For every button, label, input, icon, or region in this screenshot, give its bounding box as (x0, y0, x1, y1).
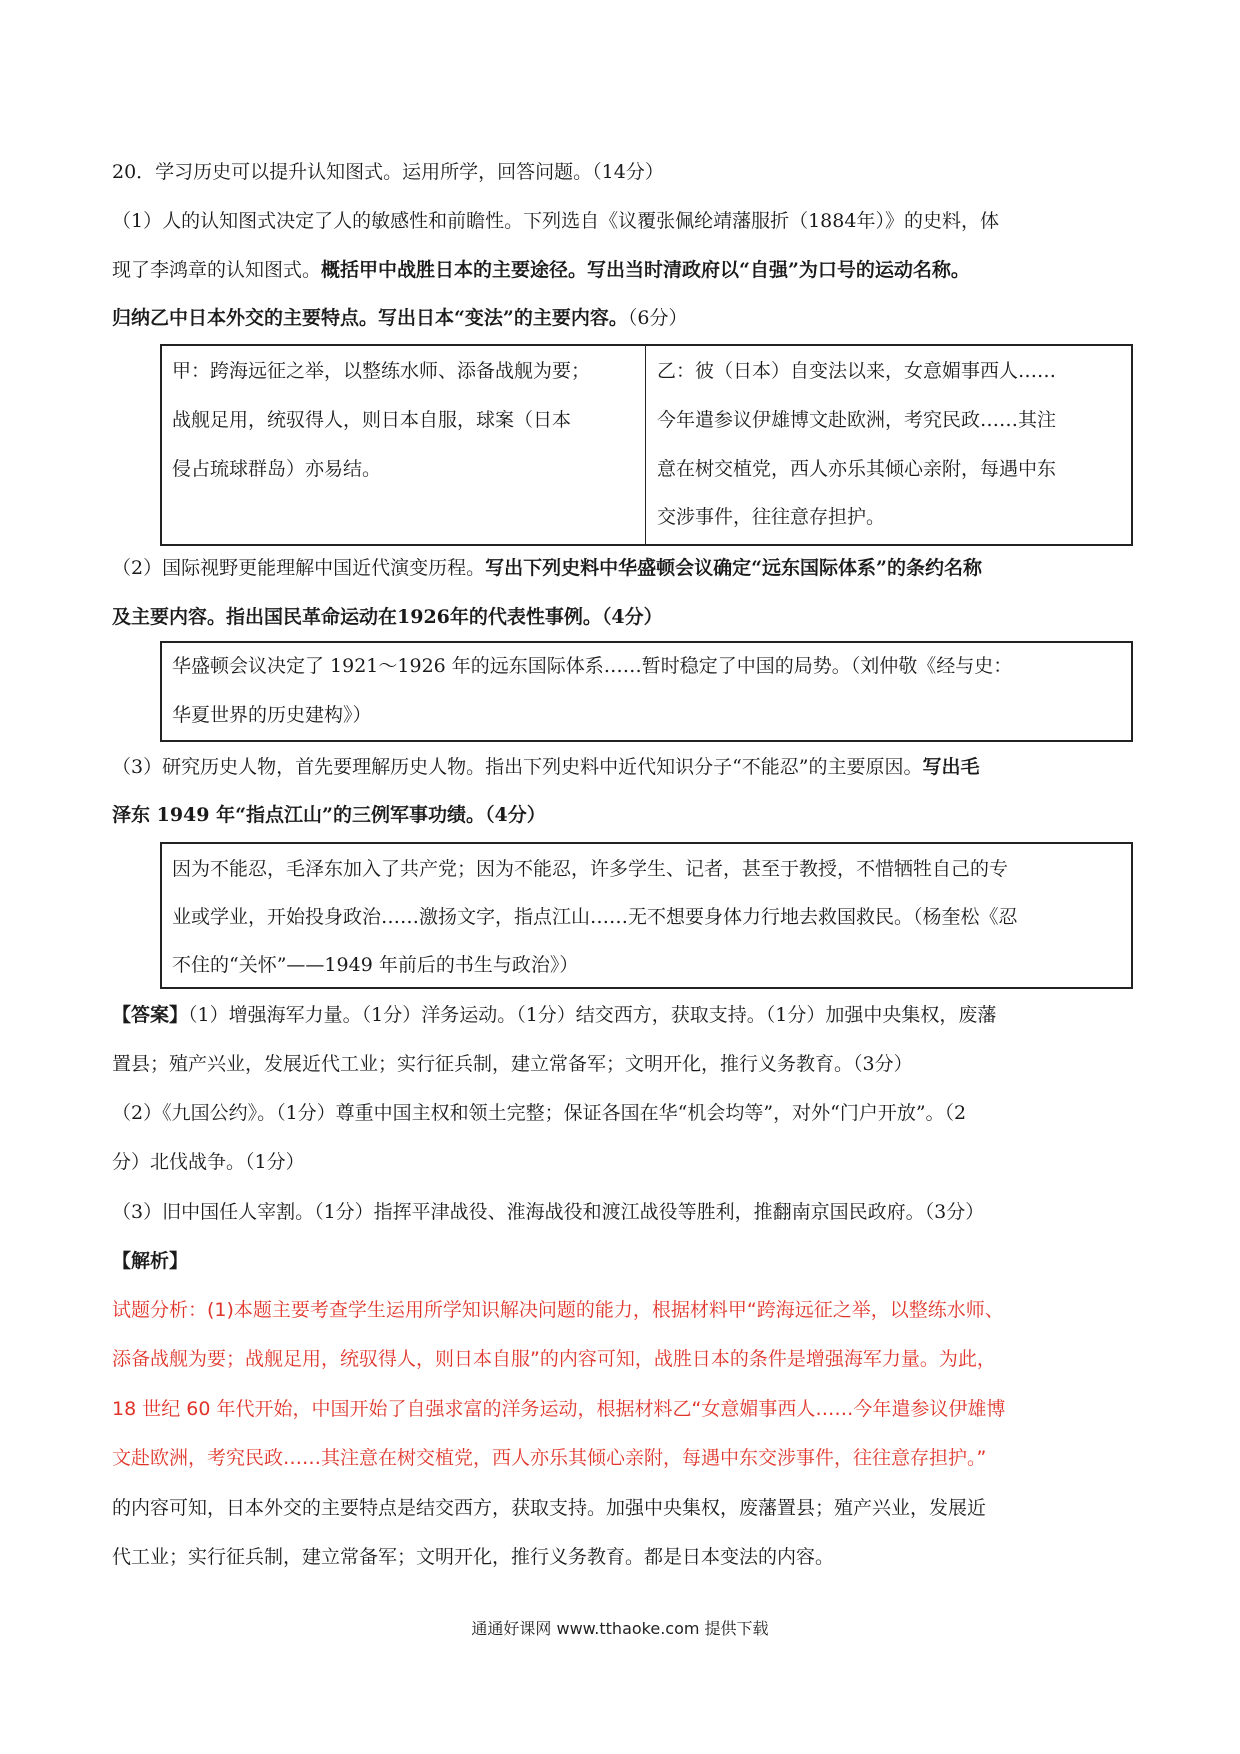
analysis-red-line: 18 世纪 60 年代开始，中国开始了自强求富的洋务运动，根据材料乙“女意媚事西人……今年遣参议伊雄博 (112, 1398, 1006, 1420)
table-right-line: 今年遣参议伊雄博文赴欧洲，考究民政……其注 (657, 409, 1057, 431)
source-table (160, 344, 1133, 546)
table-left-line: 战舰足用，统驭得人，则日本自服，球案（日本 (172, 409, 572, 431)
source-box-2 (160, 641, 1133, 742)
analysis-line: 代工业；实行征兵制，建立常备军；文明开化，推行义务教育。都是日本变法的内容。 (112, 1546, 835, 1568)
part2-line1-text: （2）国际视野更能理解中国近代演变历程。 (112, 557, 486, 579)
analysis-red-line: 试题分析：(1)本题主要考查学生运用所学知识解决问题的能力，根据材料甲“跨海远征之举，以整练水师、 (112, 1299, 1004, 1321)
answer-line4: 分）北伐战争。（1分） (112, 1151, 305, 1173)
part3-line1-text: （3）研究历史人物，首先要理解历史人物。指出下列史料中近代知识分子“不能忍”的主要原因。 (112, 756, 923, 778)
part1-line3 (112, 303, 1132, 333)
answer-line5: （3）旧中国任人宰割。（1分）指挥平津战役、淮海战役和渡江战役等胜利，推翻南京国民政府。（3分） (112, 1201, 985, 1223)
box3-line: 因为不能忍，毛泽东加入了共产党；因为不能忍，许多学生、记者，甚至于教授，不惜牺牲自己的专 (172, 858, 1009, 880)
part2-line1 (112, 553, 1132, 583)
part1-line2-bold: 概括甲中战胜日本的主要途径。写出当时清政府以“自强”为口号的运动名称。 (321, 259, 970, 281)
box3-line: 不住的“关怀”——1949 年前后的书生与政治》） (172, 954, 579, 976)
table-right-line: 交涉事件，往往意存担护。 (657, 506, 886, 528)
answer-line3: （2）《九国公约》。（1分）尊重中国主权和领土完整；保证各国在华“机会均等”，对外“门户开放”。（2 (112, 1102, 967, 1124)
box3-line: 业或学业，开始投身政治……激扬文字，指点江山……无不想要身体力行地去救国救民。（杨奎松《忍 (172, 906, 1018, 928)
part1-line1: （1）人的认知图式决定了人的敏感性和前瞻性。下列选自《议覆张佩纶靖藩服折（1884年）》的史料，体 (112, 210, 999, 232)
part2-line2: 及主要内容。指出国民革命运动在1926年的代表性事例。（4分） (112, 606, 663, 628)
source-box-3 (160, 842, 1133, 989)
page-footer: 通通好课网 www.tthaoke.com 提供下载 (471, 1619, 769, 1638)
part3-line1 (112, 752, 1132, 782)
answer-label: 【答案】 (112, 1004, 189, 1026)
table-left-line: 甲：跨海远征之举，以整练水师、添备战舰为要； (172, 360, 591, 382)
part1-line3-score: （6分） (627, 307, 688, 329)
analysis-label: 【解析】 (112, 1250, 189, 1272)
box2-line: 华盛顿会议决定了 1921～1926 年的远东国际体系……暂时稳定了中国的局势。（刘仲敬《经与史： (172, 655, 1013, 677)
part1-line3-bold: 归纳乙中日本外交的主要特点。写出日本“变法”的主要内容。 (112, 307, 628, 329)
table-left-line: 侵占琉球群岛）亦易结。 (172, 458, 382, 480)
part1-line2 (112, 255, 1132, 285)
part1-line2-text: 现了李鸿章的认知图式。 (112, 259, 322, 281)
answer-text: （1）增强海军力量。（1分）洋务运动。（1分）结交西方，获取支持。（1分）加强中央集权，废藩 (188, 1004, 997, 1026)
answer-line2: 置县；殖产兴业，发展近代工业；实行征兵制，建立常备军；文明开化，推行义务教育。（3分） (112, 1053, 913, 1075)
part3-line1-bold: 写出毛 (922, 756, 980, 778)
answer-line1 (112, 1000, 1132, 1030)
part2-line1-bold: 写出下列史料中华盛顿会议确定“远东国际体系”的条约名称 (485, 557, 982, 579)
table-divider (645, 346, 646, 544)
box2-line: 华夏世界的历史建构》） (172, 704, 372, 726)
analysis-line: 的内容可知，日本外交的主要特点是结交西方，获取支持。加强中央集权，废藩置县；殖产兴业，发展近 (112, 1497, 987, 1519)
table-right-line: 乙：彼（日本）自变法以来，女意媚事西人…… (657, 360, 1057, 382)
question-title: 20．学习历史可以提升认知图式。运用所学，回答问题。（14分） (112, 161, 664, 183)
table-right-line: 意在树交植党，西人亦乐其倾心亲附，每遇中东 (657, 458, 1057, 480)
part3-line2: 泽东 1949 年“指点江山”的三例军事功绩。（4分） (112, 804, 546, 826)
analysis-red-line: 添备战舰为要；战舰足用，统驭得人，则日本自服”的内容可知，战胜日本的条件是增强海军力量。为此， (112, 1348, 996, 1370)
analysis-red-line: 文赴欧洲，考究民政……其注意在树交植党，西人亦乐其倾心亲附，每遇中东交涉事件，往往意存担护。” (112, 1447, 987, 1469)
